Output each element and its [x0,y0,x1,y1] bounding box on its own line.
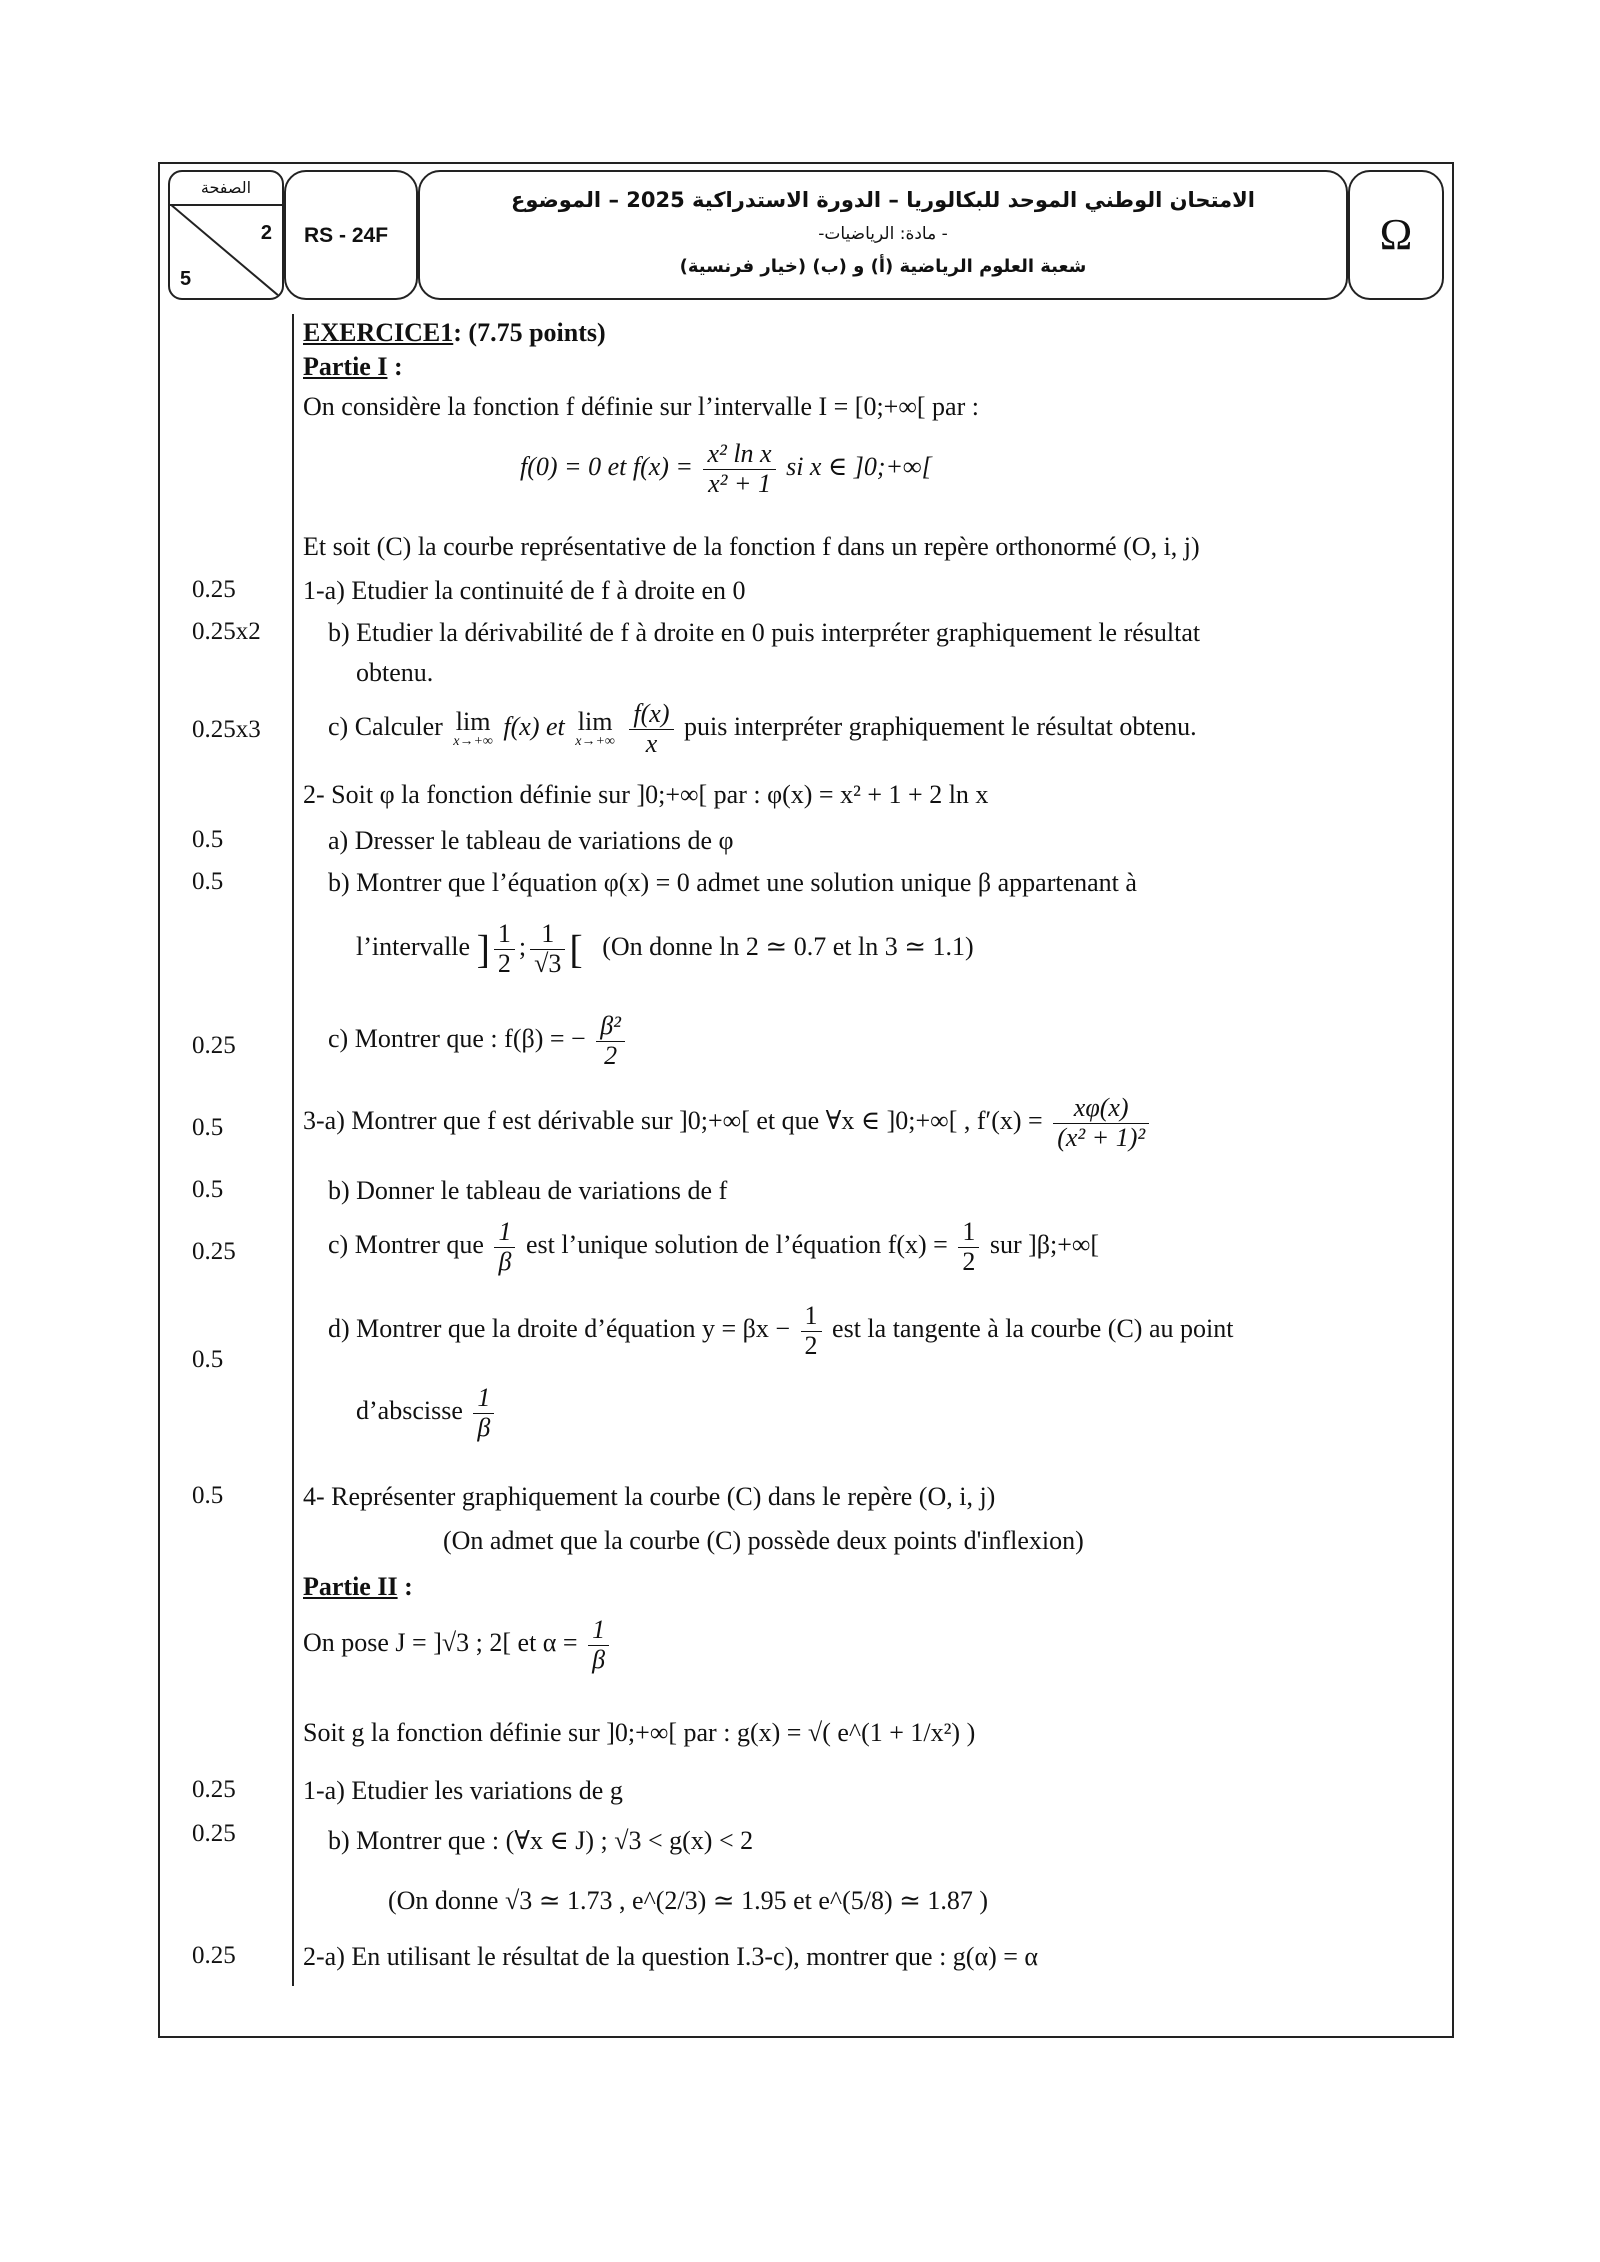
q3d-abs-den: β [477,1412,491,1442]
interval-low [494,920,515,978]
q3d-pre: d) Montrer que la droite d’équation y = βx − [328,1314,791,1344]
lim-2-word: lim [577,707,613,737]
exam-title: الامتحان الوطني الموحد للبكالوريا – الدورة الاستدراكية 2025 – الموضوع [511,188,1255,212]
f-fraction [703,440,775,498]
function-definition [520,440,932,498]
q3c-mid: est l’unique solution de l’équation f(x) = [525,1230,948,1260]
points-q1a: 0.25 [192,576,236,603]
curve-definition: Et soit (C) la courbe représentative de la fonction f dans un repère orthonormé (O, i, j) [303,532,1200,561]
question-1b: b) Etudier la dérivabilité de f à droite en 0 puis interpréter graphiquement le résultat [328,618,1201,647]
question-3b: b) Donner le tableau de variations de f [328,1176,728,1205]
q1c-den: x [645,728,658,758]
part2-question-1a: 1-a) Etudier les variations de g [303,1776,623,1805]
exam-code-box [284,170,418,300]
alpha-num: 1 [588,1616,609,1646]
q3d-abs-num: 1 [473,1384,494,1414]
q3d-abscissa-fraction [473,1384,494,1442]
question-3d [328,1302,1233,1360]
question-3d-cont [356,1384,498,1442]
high-den: √3 [534,948,562,978]
question-4: 4- Représenter graphiquement la courbe (C) dans le repère (O, i, j) [303,1482,996,1511]
high-num: 1 [530,920,565,950]
points-q3d: 0.5 [192,1346,224,1373]
part1-colon: : [387,352,403,381]
q3c-pre: c) Montrer que [328,1230,484,1260]
question-2a: a) Dresser le tableau de variations de φ [328,826,734,855]
points-q3c: 0.25 [192,1238,236,1265]
page-total: 5 [180,268,192,290]
q3c-num1: 1 [494,1218,515,1248]
f-denominator: x² + 1 [708,468,771,498]
f-def-left: f(0) = 0 et f(x) = [520,452,693,482]
low-den: 2 [497,948,511,978]
omega-logo [1348,170,1444,300]
q1c-post: puis interpréter graphiquement le résultat obtenu. [684,712,1197,742]
exercise-title: EXERCICE1 [303,318,454,347]
q3d-num: 1 [801,1302,822,1332]
points-q3b: 0.5 [192,1176,224,1203]
q1c-fx: f(x) et [503,712,565,742]
part2-question-1b-note: (On donne √3 ≃ 1.73 , e^(2/3) ≃ 1.95 et e^(5/8) ≃ 1.87 ) [388,1886,989,1915]
question-4-note: (On admet que la courbe (C) possède deux points d'inflexion) [443,1526,1084,1555]
omega-symbol: Ω [1379,210,1413,259]
lim-2-sub: x→+∞ [575,734,615,750]
part2-question-1b: b) Montrer que : (∀x ∈ J) ; √3 < g(x) < 2 [328,1826,754,1855]
question-1a: 1-a) Etudier la continuité de f à droite en 0 [303,576,746,605]
q3c-den2: 2 [962,1246,976,1276]
question-3a [303,1094,1153,1152]
interval-high [530,920,565,978]
points-q1b: 0.25x2 [192,618,261,645]
exam-title-box [418,170,1348,300]
q3d-abscissa-pre: d’abscisse [356,1396,463,1426]
part1-title: Partie I [303,352,388,381]
f-numerator: x² ln x [703,440,775,470]
q3a-num: xφ(x) [1053,1094,1149,1124]
part2-colon: : [397,1572,413,1601]
bracket-open: ] [476,926,490,972]
exercise-points: : (7.75 points) [453,318,606,347]
part2-title: Partie II [303,1572,398,1601]
q1c-pre: c) Calculer [328,712,443,742]
q3c-fraction-2 [958,1218,979,1276]
exam-subject: - مادة: الرياضيات- [818,224,948,244]
q3a-fraction [1053,1094,1149,1152]
q2b-given: (On donne ln 2 ≃ 0.7 et ln 3 ≃ 1.1) [602,932,974,962]
intro-text: On considère la fonction f définie sur l’intervalle I = [0;+∞[ par : [303,392,979,421]
q3c-num2: 1 [958,1218,979,1248]
points-p2-q2a: 0.25 [192,1942,236,1969]
points-q2a: 0.5 [192,826,224,853]
points-q1c: 0.25x3 [192,716,261,743]
f-domain: si x ∈ ]0;+∞[ [786,452,932,482]
q1c-num: f(x) [629,700,673,730]
part2-question-2a: 2-a) En utilisant le résultat de la question I.3-c), montrer que : g(α) = α [303,1942,1039,1971]
points-q4: 0.5 [192,1482,224,1509]
points-p2-q1a: 0.25 [192,1776,236,1803]
part1-heading [303,352,403,382]
limit-1 [453,709,493,749]
margin-rule [292,314,294,1986]
question-1c [328,700,1197,758]
alpha-den: β [592,1644,606,1674]
part2-g-definition: Soit g la fonction définie sur ]0;+∞[ par : g(x) = √( e^(1 + 1/x²) ) [303,1718,976,1747]
q3d-post: est la tangente à la courbe (C) au point [832,1314,1234,1344]
q2b-interval-pre: l’intervalle [356,932,471,962]
q2c-num: β² [596,1012,625,1042]
part2-heading [303,1572,413,1602]
lim-1-sub: x→+∞ [453,734,493,750]
points-p2-q1b: 0.25 [192,1820,236,1847]
question-2c [328,1012,629,1070]
q3d-fraction [801,1302,822,1360]
page-label: الصفحة [170,172,282,206]
question-3c [328,1218,1099,1276]
page-current: 2 [260,222,272,244]
exam-track: شعبة العلوم الرياضية (أ) و (ب) (خيار فرنسية) [679,256,1087,277]
exam-code: RS - 24F [304,224,389,247]
question-2b-interval: l’intervalle ] $\frac{1}{2}$ ; $\frac{1}{√3}$ [ (On donne ln 2 ≃ 0.7 et ln 3 ≃ 1.1) [356,919,974,978]
q3a-den: (x² + 1)² [1057,1122,1146,1152]
page-number-box [168,170,284,300]
points-q3a: 0.5 [192,1114,224,1141]
question-1b-cont: obtenu. [356,658,434,687]
q2c-fraction [596,1012,625,1070]
question-2b: b) Montrer que l’équation φ(x) = 0 admet une solution unique β appartenant à [328,868,1137,897]
alpha-fraction [588,1616,609,1674]
limit-2 [575,709,615,749]
points-q2b: 0.5 [192,868,224,895]
q2c-pre: c) Montrer que : f(β) = − [328,1024,586,1054]
q2c-den: 2 [604,1040,618,1070]
q3d-den: 2 [804,1330,818,1360]
lim-1-word: lim [455,707,491,737]
q3c-den1: β [498,1246,512,1276]
q1c-fraction [629,700,673,758]
low-num: 1 [494,920,515,950]
part2-pose [303,1616,613,1674]
points-q2c: 0.25 [192,1032,236,1059]
exercise-heading [303,318,606,348]
question-2: 2- Soit φ la fonction définie sur ]0;+∞[ par : φ(x) = x² + 1 + 2 ln x [303,780,989,809]
q3c-fraction-1 [494,1218,515,1276]
pose-pre: On pose J = ]√3 ; 2[ et α = [303,1628,578,1658]
bracket-close: [ [569,926,583,972]
q3c-post: sur ]β;+∞[ [989,1230,1100,1260]
q3a-pre: 3-a) Montrer que f est dérivable sur ]0;+∞[ et que ∀x ∈ ]0;+∞[ , f′(x) = [303,1106,1043,1136]
